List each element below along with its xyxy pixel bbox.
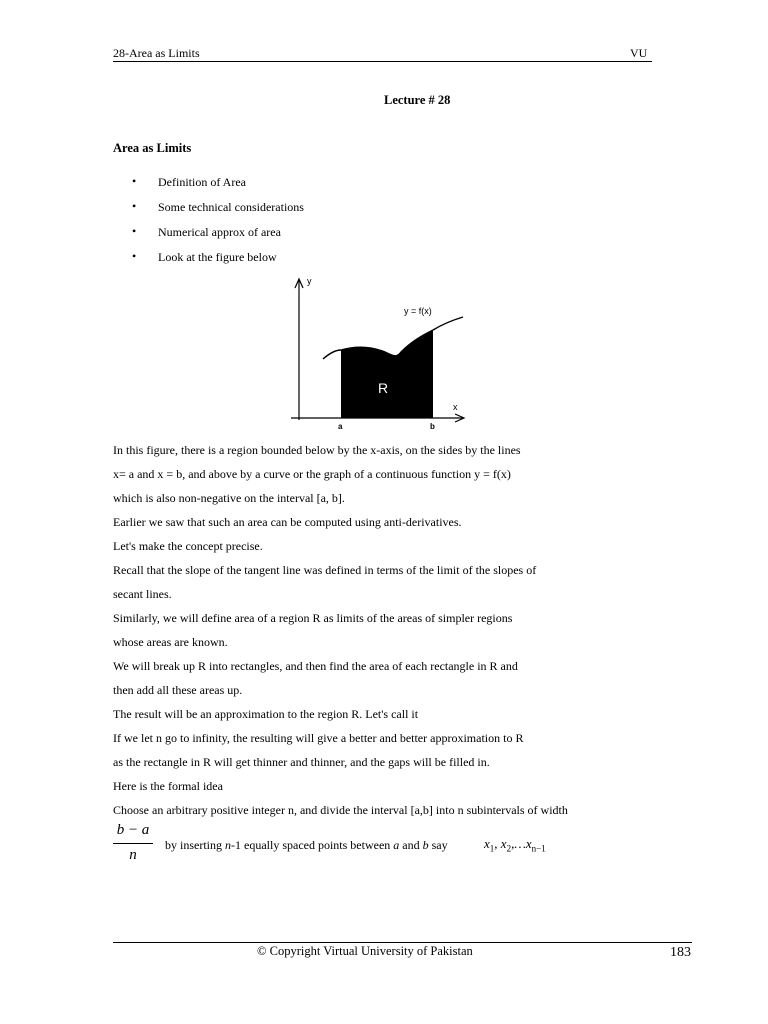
bullet-dot: • [132,174,137,188]
text-line: In this figure, there is a region bounded below by the x-axis, on the sides by the lines [113,443,521,457]
seq-sub-2: 2 [506,843,512,854]
seq-x1: x [484,836,490,851]
area-figure [285,272,485,434]
fraction-bar [113,843,153,844]
region-label: R [378,380,389,396]
formula-b-var: b [422,838,429,852]
footer-rule [113,942,692,943]
bullet-item: Look at the figure below [158,250,277,264]
bullet-dot: • [132,224,137,238]
text-line: If we let n go to infinity, the resulting will give a better and better approximation to R [113,731,524,745]
formula-text-before: by inserting [165,838,225,852]
bullet-item: Numerical approx of area [158,225,281,239]
curve-label: y = f(x) [404,306,432,316]
text-line: Let's make the concept precise. [113,539,263,553]
x-axis-label: x [453,402,458,412]
seq-sub-1: 1 [489,843,495,854]
region-r [341,330,433,418]
text-line: The result will be an approximation to the region R. Let's call it [113,707,419,721]
text-line: Choose an arbitrary positive integer n, and divide the interval [a,b] into n subintervals of width [113,803,568,817]
point-sequence [484,836,546,854]
page-number: 183 [670,945,691,960]
bullet-dot: • [132,249,137,263]
bullet-item: Some technical considerations [158,200,304,214]
header-title: 28-Area as Limits [113,46,200,60]
formula-n-var: n [225,838,231,852]
bullet-item: Definition of Area [158,175,246,189]
text-line: We will break up R into rectangles, and then find the area of each rectangle in R and [113,659,518,673]
text-line: secant lines. [113,587,172,601]
header-rule [113,61,652,62]
text-line: whose areas are known. [113,635,228,649]
footer-copyright: © Copyright Virtual University of Pakistan [257,944,473,958]
text-line: Recall that the slope of the tangent line was defined in terms of the limit of the slopes of [113,563,537,577]
fraction-numerator: b − a [116,822,150,838]
a-label: a [338,422,343,431]
y-axis-label: y [307,276,312,286]
formula-text-say: say [428,838,448,852]
text-line: x= a and x = b, and above by a curve or the graph of a continuous function y = f(x) [113,467,511,481]
text-line: which is also non-negative on the interval [a, b]. [113,491,345,505]
seq-sep-2: ,…x [511,836,532,851]
formula-text-mid: -1 equally spaced points between [231,838,394,852]
section-title: Area as Limits [113,141,192,155]
text-line: Similarly, we will define area of a region R as limits of the areas of simpler regions [113,611,513,625]
header-vu: VU [630,46,648,60]
seq-sub-n: n−1 [531,843,546,854]
text-line: Here is the formal idea [113,779,223,793]
text-line: then add all these areas up. [113,683,243,697]
text-line: Earlier we saw that such an area can be computed using anti-derivatives. [113,515,462,529]
bullet-dot: • [132,199,137,213]
lecture-title: Lecture # 28 [384,93,451,107]
fraction-denominator: n [129,847,137,863]
formula-text-and: and [399,838,423,852]
formula-a-var: a [393,838,400,852]
seq-sep-1: , x [494,836,507,851]
formula-text [165,838,448,853]
b-label: b [430,422,435,431]
text-line: as the rectangle in R will get thinner and thinner, and the gaps will be filled in. [113,755,490,769]
